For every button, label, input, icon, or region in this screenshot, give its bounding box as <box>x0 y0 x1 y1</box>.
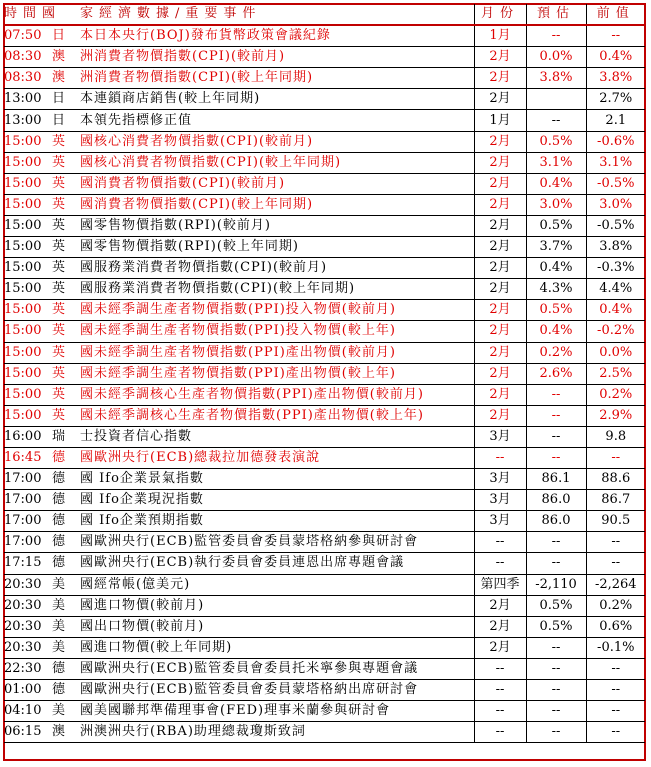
event-period: -- <box>474 722 526 743</box>
economic-calendar-table <box>4 4 645 743</box>
table-row <box>4 595 645 616</box>
event-name: 洲澳洲央行(RBA)助理總裁瓊斯致詞 <box>80 722 474 743</box>
event-time: 15:00 <box>4 215 52 236</box>
event-period: 3月 <box>474 511 526 532</box>
event-period: 2月 <box>474 595 526 616</box>
table-row <box>4 680 645 701</box>
event-previous: 0.0% <box>586 342 645 363</box>
event-country: 德 <box>52 553 80 574</box>
event-forecast <box>526 89 586 110</box>
event-time: 01:00 <box>4 680 52 701</box>
event-time: 20:30 <box>4 637 52 658</box>
table-row <box>4 701 645 722</box>
event-forecast: -- <box>526 680 586 701</box>
event-country: 德 <box>52 532 80 553</box>
table-row <box>4 490 645 511</box>
event-country: 德 <box>52 469 80 490</box>
event-time: 15:00 <box>4 321 52 342</box>
calendar-body <box>4 25 645 743</box>
event-name: 國未經季調生產者物價指數(PPI)投入物價(較前月) <box>80 300 474 321</box>
event-name: 國歐洲央行(ECB)總裁拉加德發表演說 <box>80 447 474 468</box>
event-period: -- <box>474 658 526 679</box>
event-name: 國出口物價(較前月) <box>80 616 474 637</box>
event-forecast: 4.3% <box>526 279 586 300</box>
table-row <box>4 110 645 131</box>
event-forecast: 0.2% <box>526 342 586 363</box>
event-previous: 0.4% <box>586 47 645 68</box>
event-period: 2月 <box>474 300 526 321</box>
event-country: 英 <box>52 300 80 321</box>
event-previous: 86.7 <box>586 490 645 511</box>
event-time: 15:00 <box>4 173 52 194</box>
event-forecast: -- <box>526 110 586 131</box>
event-period: 2月 <box>474 68 526 89</box>
event-period: 2月 <box>474 616 526 637</box>
table-row <box>4 194 645 215</box>
event-forecast: 0.5% <box>526 215 586 236</box>
event-previous: -0.2% <box>586 321 645 342</box>
event-country: 英 <box>52 321 80 342</box>
event-name: 國 Ifo企業預期指數 <box>80 511 474 532</box>
event-period: 3月 <box>474 469 526 490</box>
event-forecast: 86.0 <box>526 511 586 532</box>
event-time: 15:00 <box>4 237 52 258</box>
event-previous: -0.5% <box>586 173 645 194</box>
event-previous: 88.6 <box>586 469 645 490</box>
event-forecast: 3.8% <box>526 68 586 89</box>
table-row <box>4 658 645 679</box>
event-time: 20:30 <box>4 574 52 595</box>
event-country: 英 <box>52 131 80 152</box>
event-previous: -- <box>586 701 645 722</box>
event-previous: 2.7% <box>586 89 645 110</box>
event-forecast: -- <box>526 722 586 743</box>
event-previous: 3.1% <box>586 152 645 173</box>
event-forecast: 0.5% <box>526 131 586 152</box>
event-time: 13:00 <box>4 110 52 131</box>
event-previous: -- <box>586 532 645 553</box>
event-forecast: 0.5% <box>526 595 586 616</box>
event-period: 2月 <box>474 215 526 236</box>
event-forecast: 86.0 <box>526 490 586 511</box>
event-name: 洲消費者物價指數(CPI)(較前月) <box>80 47 474 68</box>
event-previous: 3.0% <box>586 194 645 215</box>
table-row <box>4 469 645 490</box>
event-time: 16:45 <box>4 447 52 468</box>
event-period: 2月 <box>474 131 526 152</box>
event-time: 15:00 <box>4 384 52 405</box>
header-time-country: 時間國 <box>4 4 80 25</box>
table-row <box>4 89 645 110</box>
event-time: 15:00 <box>4 363 52 384</box>
event-name: 本日本央行(BOJ)發布貨幣政策會議紀錄 <box>80 25 474 47</box>
table-row <box>4 722 645 743</box>
event-name: 國消費者物價指數(CPI)(較上年同期) <box>80 194 474 215</box>
event-country: 日 <box>52 25 80 47</box>
event-period: 2月 <box>474 89 526 110</box>
event-time: 06:15 <box>4 722 52 743</box>
event-time: 04:10 <box>4 701 52 722</box>
event-country: 英 <box>52 194 80 215</box>
table-row <box>4 131 645 152</box>
event-period: 2月 <box>474 194 526 215</box>
header-forecast: 預估 <box>526 4 586 25</box>
table-row <box>4 321 645 342</box>
event-previous: 9.8 <box>586 426 645 447</box>
table-row <box>4 258 645 279</box>
table-row <box>4 426 645 447</box>
event-forecast: 3.0% <box>526 194 586 215</box>
table-row <box>4 25 645 47</box>
event-period: -- <box>474 680 526 701</box>
event-forecast: -- <box>526 25 586 47</box>
event-forecast: 0.4% <box>526 173 586 194</box>
event-forecast: -- <box>526 447 586 468</box>
event-name: 國 Ifo企業現況指數 <box>80 490 474 511</box>
event-time: 17:15 <box>4 553 52 574</box>
event-forecast: -- <box>526 637 586 658</box>
event-forecast: 86.1 <box>526 469 586 490</box>
event-previous: 2.1 <box>586 110 645 131</box>
event-name: 國未經季調核心生產者物價指數(PPI)產出物價(較前月) <box>80 384 474 405</box>
event-previous: -0.3% <box>586 258 645 279</box>
event-previous: 3.8% <box>586 68 645 89</box>
event-country: 英 <box>52 279 80 300</box>
event-previous: 0.2% <box>586 595 645 616</box>
table-row <box>4 384 645 405</box>
event-name: 國歐洲央行(ECB)監管委員會委員蒙塔格納參與研討會 <box>80 532 474 553</box>
event-country: 德 <box>52 447 80 468</box>
table-row <box>4 173 645 194</box>
event-country: 澳 <box>52 47 80 68</box>
event-name: 國未經季調生產者物價指數(PPI)投入物價(較上年) <box>80 321 474 342</box>
table-row <box>4 532 645 553</box>
event-name: 國零售物價指數(RPI)(較前月) <box>80 215 474 236</box>
event-name: 國核心消費者物價指數(CPI)(較前月) <box>80 131 474 152</box>
event-country: 澳 <box>52 68 80 89</box>
event-country: 英 <box>52 405 80 426</box>
event-forecast: -- <box>526 532 586 553</box>
event-previous: 0.2% <box>586 384 645 405</box>
event-country: 英 <box>52 384 80 405</box>
event-period: -- <box>474 532 526 553</box>
event-time: 17:00 <box>4 511 52 532</box>
event-name: 士投資者信心指數 <box>80 426 474 447</box>
event-period: 3月 <box>474 426 526 447</box>
event-period: 2月 <box>474 405 526 426</box>
event-previous: 90.5 <box>586 511 645 532</box>
event-name: 國未經季調生產者物價指數(PPI)產出物價(較上年) <box>80 363 474 384</box>
event-name: 國歐洲央行(ECB)監管委員會委員蒙塔格納出席研討會 <box>80 680 474 701</box>
event-forecast: 0.0% <box>526 47 586 68</box>
event-time: 17:00 <box>4 490 52 511</box>
event-name: 國未經季調核心生產者物價指數(PPI)產出物價(較上年) <box>80 405 474 426</box>
event-time: 20:30 <box>4 595 52 616</box>
event-time: 08:30 <box>4 68 52 89</box>
event-time: 15:00 <box>4 194 52 215</box>
event-forecast: -- <box>526 426 586 447</box>
event-country: 德 <box>52 680 80 701</box>
event-name: 國服務業消費者物價指數(CPI)(較上年同期) <box>80 279 474 300</box>
event-country: 英 <box>52 215 80 236</box>
event-forecast: -- <box>526 384 586 405</box>
event-forecast: 0.5% <box>526 300 586 321</box>
event-forecast: 0.4% <box>526 258 586 279</box>
event-period: 1月 <box>474 25 526 47</box>
event-time: 15:00 <box>4 131 52 152</box>
event-name: 本連鎖商店銷售(較上年同期) <box>80 89 474 110</box>
event-time: 07:50 <box>4 25 52 47</box>
event-previous: -- <box>586 25 645 47</box>
event-time: 15:00 <box>4 279 52 300</box>
event-previous: -- <box>586 447 645 468</box>
event-country: 英 <box>52 173 80 194</box>
event-previous: 0.4% <box>586 300 645 321</box>
event-previous: -- <box>586 680 645 701</box>
event-country: 美 <box>52 637 80 658</box>
event-country: 英 <box>52 363 80 384</box>
event-time: 20:30 <box>4 616 52 637</box>
event-time: 15:00 <box>4 342 52 363</box>
table-row <box>4 215 645 236</box>
event-forecast: -- <box>526 658 586 679</box>
event-name: 國歐洲央行(ECB)監管委員會委員托米寧參與專題會議 <box>80 658 474 679</box>
event-period: 3月 <box>474 490 526 511</box>
event-period: 2月 <box>474 279 526 300</box>
event-country: 美 <box>52 701 80 722</box>
event-time: 15:00 <box>4 300 52 321</box>
table-row <box>4 47 645 68</box>
table-row <box>4 616 645 637</box>
event-name: 本領先指標修正值 <box>80 110 474 131</box>
event-period: 2月 <box>474 321 526 342</box>
event-forecast: 2.6% <box>526 363 586 384</box>
event-time: 22:30 <box>4 658 52 679</box>
event-name: 國進口物價(較前月) <box>80 595 474 616</box>
event-country: 美 <box>52 595 80 616</box>
event-period: 1月 <box>474 110 526 131</box>
table-row <box>4 363 645 384</box>
event-period: 2月 <box>474 47 526 68</box>
header-previous: 前值 <box>586 4 645 25</box>
event-period: 第四季 <box>474 574 526 595</box>
event-forecast: -- <box>526 701 586 722</box>
event-previous: -- <box>586 658 645 679</box>
event-country: 德 <box>52 658 80 679</box>
event-country: 澳 <box>52 722 80 743</box>
event-period: -- <box>474 701 526 722</box>
event-country: 英 <box>52 152 80 173</box>
event-previous: -0.1% <box>586 637 645 658</box>
event-time: 15:00 <box>4 405 52 426</box>
table-row <box>4 68 645 89</box>
event-time: 08:30 <box>4 47 52 68</box>
event-name: 洲消費者物價指數(CPI)(較上年同期) <box>80 68 474 89</box>
event-forecast: -2,110 <box>526 574 586 595</box>
event-forecast: -- <box>526 405 586 426</box>
event-name: 國消費者物價指數(CPI)(較前月) <box>80 173 474 194</box>
event-country: 英 <box>52 342 80 363</box>
table-row <box>4 405 645 426</box>
table-row <box>4 152 645 173</box>
event-name: 國核心消費者物價指數(CPI)(較上年同期) <box>80 152 474 173</box>
table-row <box>4 300 645 321</box>
table-row <box>4 637 645 658</box>
table-row <box>4 279 645 300</box>
event-country: 英 <box>52 237 80 258</box>
event-time: 16:00 <box>4 426 52 447</box>
event-period: 2月 <box>474 152 526 173</box>
event-period: 2月 <box>474 173 526 194</box>
event-country: 瑞 <box>52 426 80 447</box>
event-period: -- <box>474 447 526 468</box>
event-name: 國未經季調生產者物價指數(PPI)產出物價(較前月) <box>80 342 474 363</box>
event-period: 2月 <box>474 384 526 405</box>
event-name: 國經常帳(億美元) <box>80 574 474 595</box>
event-name: 國進口物價(較上年同期) <box>80 637 474 658</box>
event-forecast: -- <box>526 553 586 574</box>
event-period: 2月 <box>474 237 526 258</box>
event-time: 15:00 <box>4 152 52 173</box>
event-period: -- <box>474 553 526 574</box>
table-row <box>4 237 645 258</box>
event-forecast: 0.5% <box>526 616 586 637</box>
event-time: 17:00 <box>4 532 52 553</box>
event-name: 國零售物價指數(RPI)(較上年同期) <box>80 237 474 258</box>
table-row <box>4 553 645 574</box>
event-period: 2月 <box>474 363 526 384</box>
event-country: 德 <box>52 490 80 511</box>
event-period: 2月 <box>474 342 526 363</box>
table-row <box>4 574 645 595</box>
event-previous: -- <box>586 553 645 574</box>
event-time: 13:00 <box>4 89 52 110</box>
event-time: 15:00 <box>4 258 52 279</box>
event-country: 日 <box>52 110 80 131</box>
table-row <box>4 511 645 532</box>
event-country: 英 <box>52 258 80 279</box>
table-row <box>4 342 645 363</box>
event-period: 2月 <box>474 637 526 658</box>
event-previous: 2.5% <box>586 363 645 384</box>
event-forecast: 3.1% <box>526 152 586 173</box>
event-previous: 3.8% <box>586 237 645 258</box>
event-country: 美 <box>52 574 80 595</box>
header-event: 家經濟數據/重要事件 <box>80 4 474 25</box>
header-row <box>4 4 645 25</box>
event-forecast: 3.7% <box>526 237 586 258</box>
table-row <box>4 447 645 468</box>
event-previous: -0.6% <box>586 131 645 152</box>
event-previous: 4.4% <box>586 279 645 300</box>
event-name: 國歐洲央行(ECB)執行委員會委員連恩出席專題會議 <box>80 553 474 574</box>
event-name: 國服務業消費者物價指數(CPI)(較前月) <box>80 258 474 279</box>
event-time: 17:00 <box>4 469 52 490</box>
event-forecast: 0.4% <box>526 321 586 342</box>
event-country: 德 <box>52 511 80 532</box>
event-previous: -0.5% <box>586 215 645 236</box>
event-name: 國 Ifo企業景氣指數 <box>80 469 474 490</box>
event-country: 美 <box>52 616 80 637</box>
header-month: 月份 <box>474 4 526 25</box>
event-previous: 2.9% <box>586 405 645 426</box>
event-country: 日 <box>52 89 80 110</box>
event-period: 2月 <box>474 258 526 279</box>
event-name: 國美國聯邦準備理事會(FED)理事米蘭參與研討會 <box>80 701 474 722</box>
event-previous: -2,264 <box>586 574 645 595</box>
event-previous: 0.6% <box>586 616 645 637</box>
event-previous: -- <box>586 722 645 743</box>
